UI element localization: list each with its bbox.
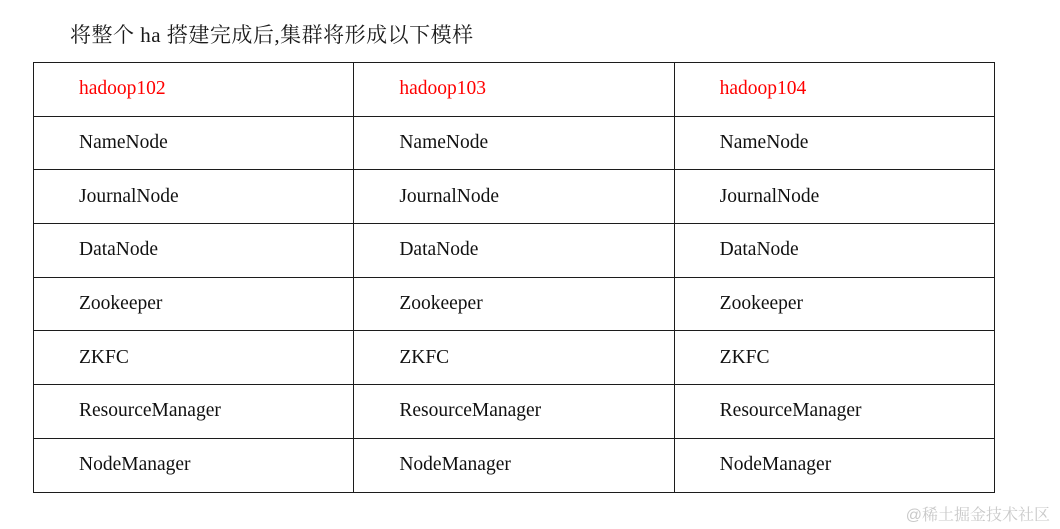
table-row-resourcemanager [34,385,995,439]
table-cell: NameNode [34,116,354,170]
table-cell: DataNode [34,224,354,278]
table-header-hadoop103: hadoop103 [354,63,674,117]
table-cell: Zookeeper [354,277,674,331]
table-row-namenode [34,116,995,170]
table-cell: Zookeeper [674,277,994,331]
table-header-row [34,63,995,117]
table-row-zookeeper [34,277,995,331]
table-cell: JournalNode [354,170,674,224]
table-cell: JournalNode [34,170,354,224]
table-header-hadoop102: hadoop102 [34,63,354,117]
table-cell: ZKFC [674,331,994,385]
table-cell: Zookeeper [34,277,354,331]
table-cell: DataNode [354,224,674,278]
table-cell: ZKFC [34,331,354,385]
page-title: 将整个 ha 搭建完成后,集群将形成以下模样 [70,23,474,47]
table-cell: DataNode [674,224,994,278]
table-cell: JournalNode [674,170,994,224]
table-cell: NameNode [674,116,994,170]
table-cell: NodeManager [674,438,994,492]
table-cell: ResourceManager [674,385,994,439]
table-cell: ZKFC [354,331,674,385]
table-row-datanode [34,224,995,278]
table-row-journalnode [34,170,995,224]
table-cell: NodeManager [354,438,674,492]
watermark-text: @稀土掘金技术社区 [905,507,1050,524]
table-cell: NameNode [354,116,674,170]
table-cell: ResourceManager [34,385,354,439]
table-cell: NodeManager [34,438,354,492]
table-cell: ResourceManager [354,385,674,439]
cluster-roles-table [33,62,995,493]
table-header-hadoop104: hadoop104 [674,63,994,117]
table-row-nodemanager [34,438,995,492]
table-row-zkfc [34,331,995,385]
